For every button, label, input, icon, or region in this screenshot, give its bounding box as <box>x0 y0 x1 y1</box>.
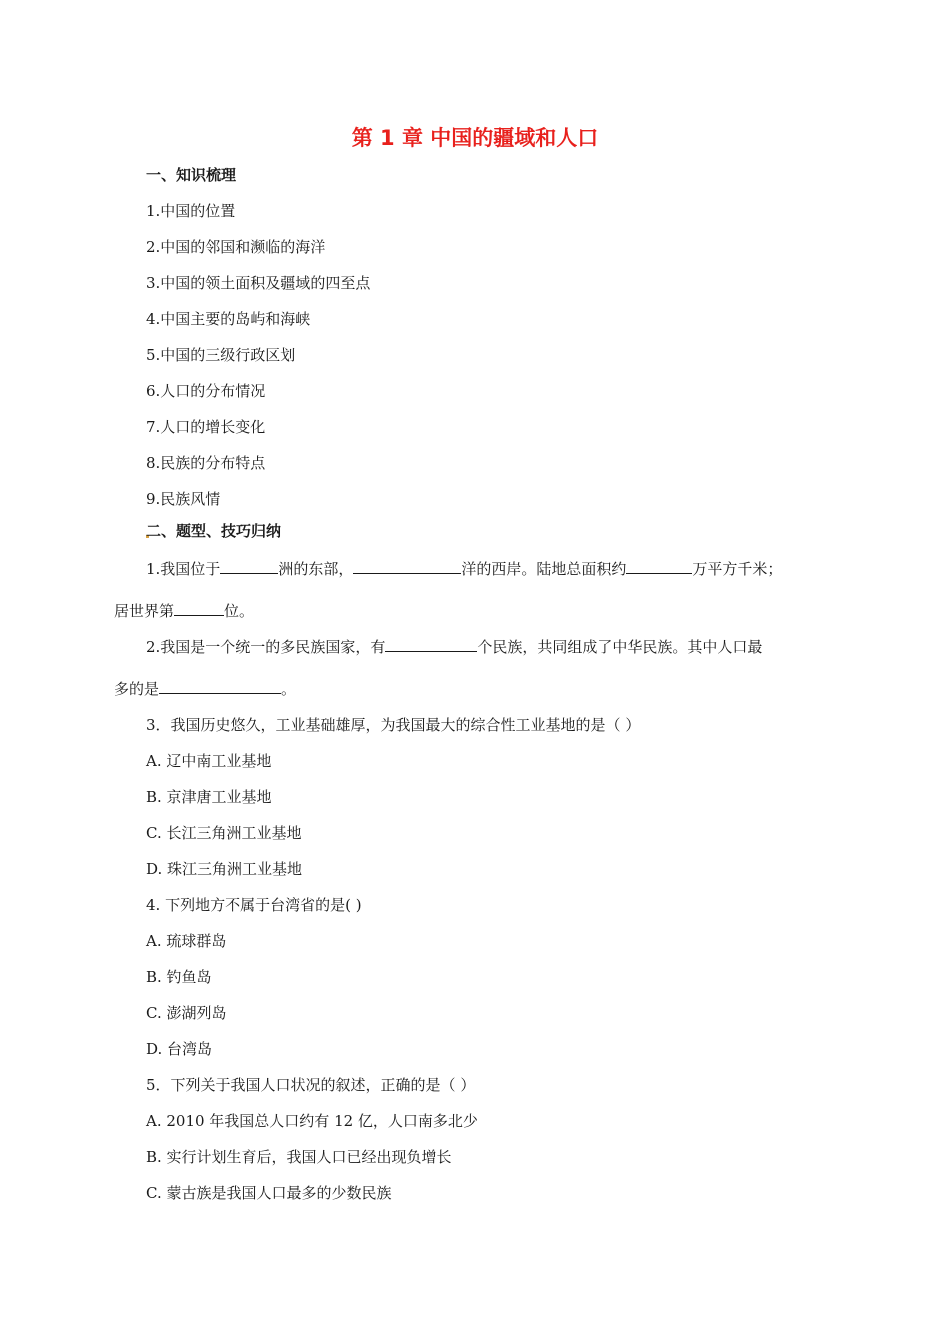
knowledge-item: 4.中国主要的岛屿和海峡 <box>146 310 311 328</box>
knowledge-item: 5.中国的三级行政区划 <box>146 346 296 364</box>
question-text: 1.我国位于 <box>146 560 221 578</box>
question-1-line-1 <box>146 558 782 579</box>
question-text: 洋的西岸。陆地总面积约 <box>461 560 627 578</box>
knowledge-item: 2.中国的邻国和濒临的海洋 <box>146 238 326 256</box>
question-3-option: D. 珠江三角洲工业基地 <box>146 860 303 878</box>
question-text: 洲的东部， <box>278 560 354 578</box>
section-heading-question-types: 二、题型、技巧归纳 <box>146 522 282 540</box>
knowledge-item: 9.民族风情 <box>146 490 221 508</box>
question-text: 多的是 <box>114 680 160 698</box>
question-text: 个民族，共同组成了中华民族。其中人口最 <box>477 638 763 656</box>
question-2-line-2 <box>114 678 296 699</box>
knowledge-item: 8.民族的分布特点 <box>146 454 266 472</box>
section-heading-review: 一、知识梳理 <box>146 166 237 184</box>
question-text: 。 <box>281 680 297 698</box>
knowledge-item: 7.人口的增长变化 <box>146 418 266 436</box>
knowledge-item: 1.中国的位置 <box>146 202 236 220</box>
question-text: 万平方千米； <box>692 560 783 578</box>
question-2-line-1 <box>146 636 762 657</box>
question-5-option: B. 实行计划生育后，我国人口已经出现负增长 <box>146 1148 452 1166</box>
question-3-option: A. 辽中南工业基地 <box>146 752 272 770</box>
question-4-stem: 4. 下列地方不属于台湾省的是( ) <box>146 896 362 914</box>
question-4-option: B. 钓鱼岛 <box>146 968 212 986</box>
knowledge-item: 3.中国的领土面积及疆域的四至点 <box>146 274 371 292</box>
knowledge-item: 6.人口的分布情况 <box>146 382 266 400</box>
question-1-line-2 <box>114 600 254 621</box>
question-5-stem: 5．下列关于我国人口状况的叙述，正确的是（ ） <box>146 1076 476 1094</box>
answer-blank[interactable] <box>174 601 224 616</box>
question-text: 2.我国是一个统一的多民族国家，有 <box>146 638 386 656</box>
answer-blank[interactable] <box>626 559 692 574</box>
answer-blank[interactable] <box>385 637 477 652</box>
answer-blank[interactable] <box>353 559 461 574</box>
page-title: 第 1 章 中国的疆域和人口 <box>351 126 599 150</box>
question-text: 居世界第 <box>114 602 175 620</box>
question-4-option: A. 琉球群岛 <box>146 932 227 950</box>
answer-blank[interactable] <box>159 679 281 694</box>
question-text: 位。 <box>224 602 255 620</box>
question-4-option: C. 澎湖列岛 <box>146 1004 227 1022</box>
question-5-option: C. 蒙古族是我国人口最多的少数民族 <box>146 1184 392 1202</box>
question-5-option: A. 2010 年我国总人口约有 12 亿，人口南多北少 <box>146 1112 478 1130</box>
question-3-option: B. 京津唐工业基地 <box>146 788 272 806</box>
question-4-option: D. 台湾岛 <box>146 1040 213 1058</box>
question-3-option: C. 长江三角洲工业基地 <box>146 824 302 842</box>
question-3-stem: 3．我国历史悠久，工业基础雄厚，为我国最大的综合性工业基地的是（ ） <box>146 716 641 734</box>
answer-blank[interactable] <box>220 559 278 574</box>
